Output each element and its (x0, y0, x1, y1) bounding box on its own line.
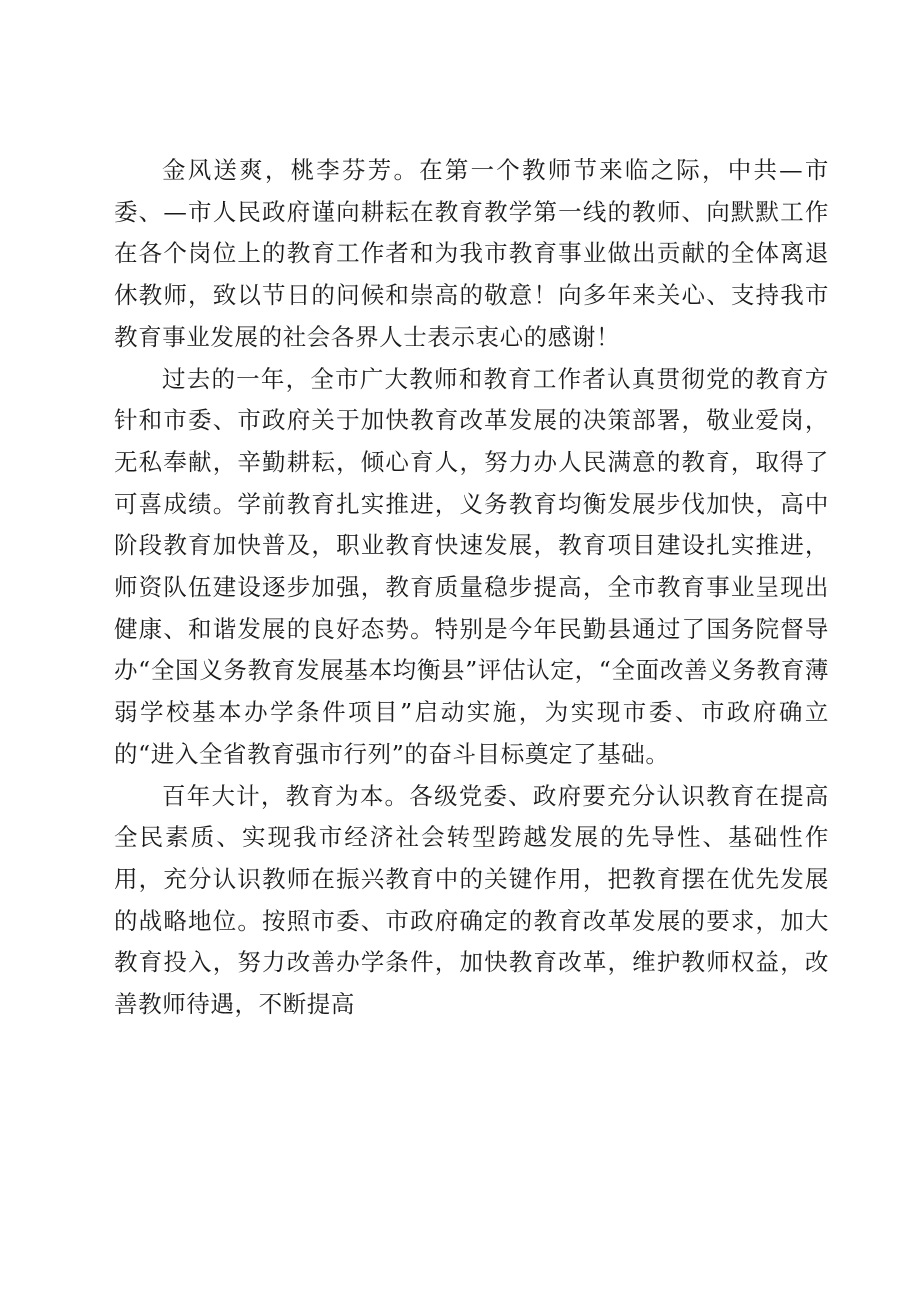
paragraph-greeting: 金风送爽，桃李芬芳。在第一个教师节来临之际，中共—市委、—市人民政府谨向耕耘在教育教学第一线的教师、向默默工作在各个岗位上的教育工作者和为我市教育事业做出贡献的全体离退休教师，致以节日的问候和崇高的敬意！向多年来关心、支持我市教育事业发展的社会各界人士表示衷心的感谢！ (114, 156, 829, 351)
paragraph-achievements: 过去的一年，全市广大教师和教育工作者认真贯彻党的教育方针和市委、市政府关于加快教育改革发展的决策部署，敬业爱岗，无私奉献，辛勤耕耘，倾心育人，努力办人民满意的教育，取得了可喜成绩。学前教育扎实推进，义务教育均衡发展步伐加快，高中阶段教育加快普及，职业教育快速发展，教育项目建设扎实推进，师资队伍建设逐步加强，教育质量稳步提高，全市教育事业呈现出健康、和谐发展的良好态势。特别是今年民勤县通过了国务院督导办“全国义务教育发展基本均衡县”评估认定，“全面改善义务教育薄弱学校基本办学条件项目”启动实施，为实现市委、市政府确立的“进入全省教育强市行列”的奋斗目标奠定了基础。 (114, 364, 829, 768)
document-body (114, 150, 829, 1026)
paragraph-priorities: 百年大计，教育为本。各级党委、政府要充分认识教育在提高全民素质、实现我市经济社会转型跨越发展的先导性、基础性作用，充分认识教师在振兴教育中的关键作用，把教育摆在优先发展的战略地位。按照市委、市政府确定的教育改革发展的要求，加大教育投入，努力改善办学条件，加快教育改革，维护教师权益，改善教师待遇，不断提高 (114, 781, 829, 1019)
